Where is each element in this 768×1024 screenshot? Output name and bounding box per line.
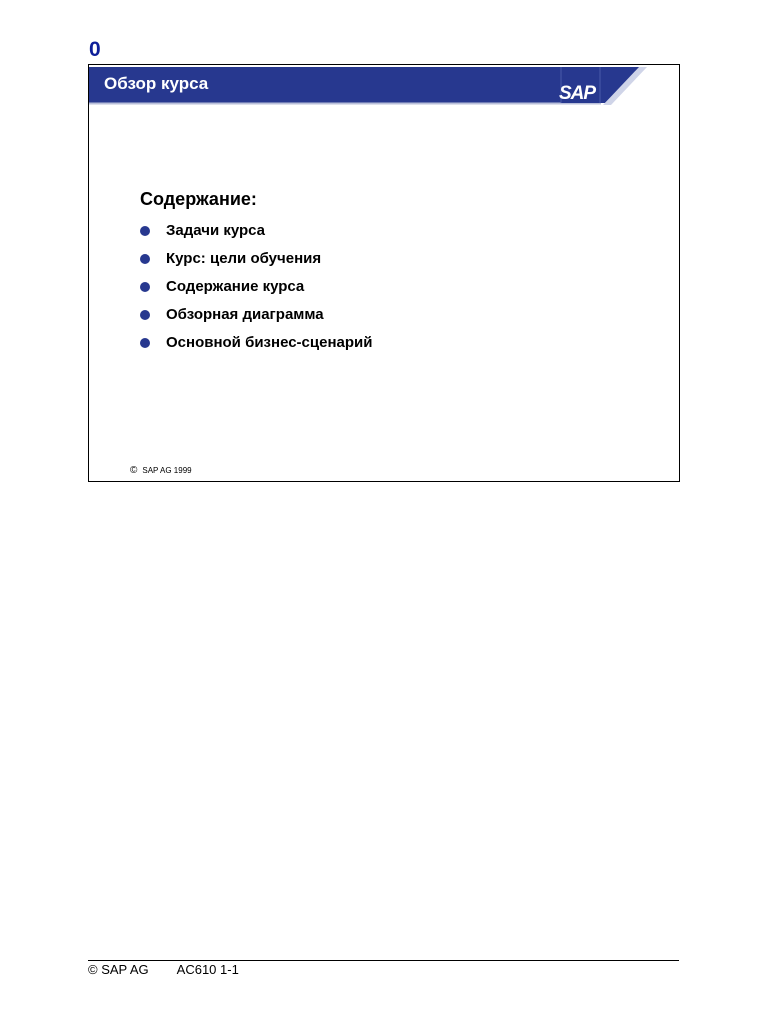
list-item	[140, 305, 372, 333]
footer-copyright: © SAP AG	[88, 962, 149, 977]
copyright-icon: ©	[130, 465, 138, 476]
topic-label: Курс: цели обучения	[166, 250, 322, 267]
slide-frame	[88, 64, 680, 482]
slide-title: Обзор курса	[104, 74, 209, 93]
list-item	[140, 249, 372, 277]
topic-label: Содержание курса	[166, 278, 305, 295]
topic-label: Задачи курса	[166, 222, 266, 239]
bullet-icon	[140, 226, 150, 236]
bullet-icon	[140, 338, 150, 348]
topic-list	[140, 221, 372, 361]
list-item	[140, 333, 372, 361]
topic-label: Основной бизнес-сценарий	[166, 334, 373, 351]
topic-label: Обзорная диаграмма	[166, 306, 324, 323]
slide-copyright	[130, 465, 192, 476]
list-item	[140, 277, 372, 305]
footer-divider	[88, 960, 679, 961]
bullet-icon	[140, 282, 150, 292]
bullet-icon	[140, 310, 150, 320]
slide-copyright-text: SAP AG 1999	[142, 466, 192, 475]
slide-header-bar	[89, 65, 679, 105]
bullet-icon	[140, 254, 150, 264]
contents-heading: Содержание:	[140, 189, 257, 209]
chapter-number: 0	[89, 38, 101, 61]
page-footer	[88, 962, 239, 977]
footer-course-ref: AC610 1-1	[176, 962, 239, 977]
list-item	[140, 221, 372, 249]
sap-logo: SAP	[559, 83, 596, 104]
